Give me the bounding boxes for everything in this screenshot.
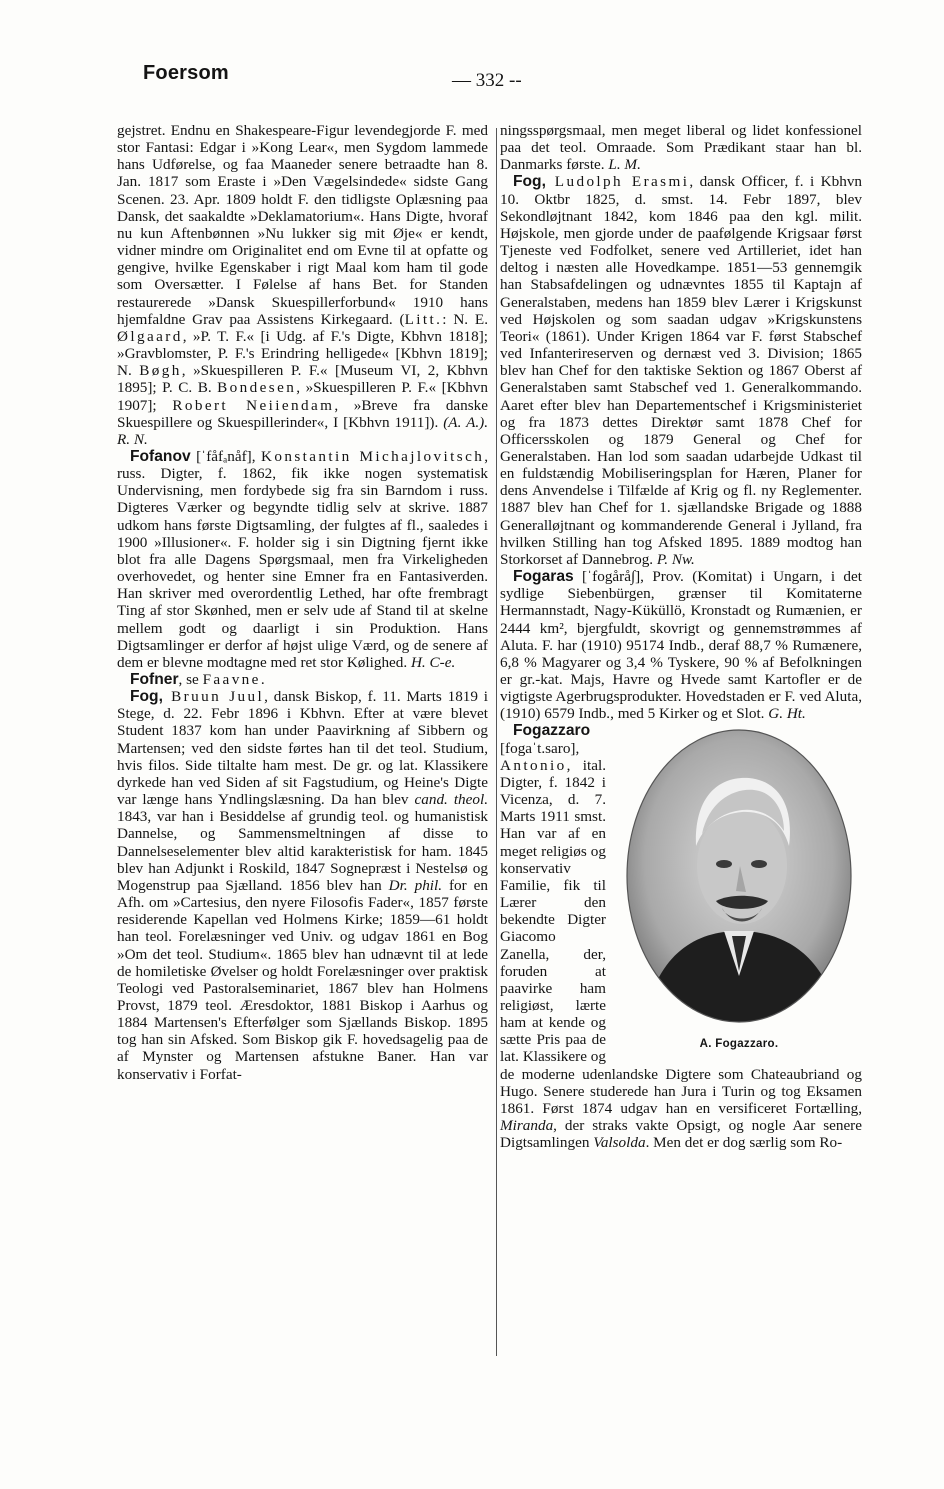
entry-foersom-continued: gejstret. Endnu en Shakespeare-Figur levendegjorde F. med stor Fantasi: Edgar i »Kong Lear«, men Sygdom lammede hans Udførelse, og faa Maaneder senere betraadte han 8. Jan. 1817 som Eraste i »Den Vægelsindede« sidste Gang Scenen. 23. Apr. 1809 holdt F. den tidligste Oplæsning paa Dansk, det saakaldte »Deklamatorium«. Hans Digte, hvoraf nu kun Aftenbønnen »Nu lukker sig mit Øje« er kendt, vidner mindre om Originalitet end om Evne til at opfatte og gengive, hvilke Egenskaber i rigt Maal kom ham til gode som Oversætter. I Følelse af hans Bet. for Standen restaurerede »Dansk Skuespillerforbund« 1910 hans hjemfaldne Grav paa Assistens Kirkegaard. (Litt.: N. E. Ølgaard, »P. T. F.« [i Udg. af F.'s Digte, Kbhvn 1818]; »Gravblomster, P. F.'s Erindring helligede« [Kbhvn 1819]; N. Bøgh, »Skuespilleren P. F.« [Museum VI, 2, Kbhvn 1895]; P. C. B. Bondesen, »Skuespilleren P. F.« [Kbhvn 1907]; Robert Neiiendam, »Breve fra danske Skuespillere og Skuespillerinder«, I [Kbhvn 1911]). (A. A.). R. N. — [117, 122, 488, 448]
headword: Fogazzaro — [513, 722, 591, 740]
headword: Fog, — [130, 688, 163, 706]
figure-caption: A. Fogazzaro. — [699, 1038, 779, 1051]
entry-fog-ludolph-erasmi: Fog, Ludolph Erasmi, dansk Officer, f. i Kbhvn 10. Oktbr 1825, d. smst. 14. Febr 1897, blev Sekondløjtnant 1842, kom 1846 paa den kgl. milit. Højskole, men gjorde under de paafølgende Krigsaar først Tjeneste ved Fodfolket, senere ved Artilleriet, idet han deltog i næsten alle Hovedkampe. 1851—53 gennemgik han Stabsafdelingen og udnævntes 1855 til Kaptajn af Generalstaben, medens han 1859 blev Lærer i Krigskunst ved Højskolen og som saadan udgav »Krigskunstens Teori« (1861). Under Krigen 1864 var F. først Stabschef ved Infanterireserven og dernæst ved 3. Division; 1865 blev han Chef for den taktiske Sektion og 1867 Oberst af Generalstaben samt Stabschef ved 1. Generalkommando. Aaret efter blev han Departementschef i Krigsministeriet og fra 1873 dettes Direktør samt 1878 Chef for Officersskolen og 1879 General og Chef for Generalstaben. Han lod som saadan udarbejde Udkast til en fuldstændig Mobiliseringsplan for Hæren, Planer for dens Anvendelse i Tilfælde af Krig og fl. ny Reglementer. 1887 blev han Chef for 1. sjællandske Brigade og 1888 Generalløjtnant og kommanderende General i Jylland, fra hvilken Stilling han tog Afsked 1895. 1889 modtog han Storkorset af Dannebrog. P. Nw. — [500, 173, 863, 568]
entry-fogaras: Fogaras [ˈfogårå∫], Prov. (Komitat) i Ungarn, i det sydlige Siebenbürgen, grænser til Komitaterne Hermannstadt, Nagy-Küküllö, Kronstadt og Rumænien, er 2444 km², bjergfuldt, skovrigt og gennemstrømmes af Aluta. F. har (1910) 95174 Indb., deraf 88,7 % Rumænere, 6,8 % Magyarer og 3,4 % Tyskere, 90 % af Befolkningen er gr.-kat. Majs, Havre og Hvede samt Kartofler er de vigtigste Agerbrugsprodukter. Hovedstaden er F. ved Aluta, (1910) 6579 Indb., med 5 Kirker og et Slot. G. Ht. — [500, 568, 862, 723]
signature: H. C-e. — [410, 653, 456, 671]
entry-fofner: Fofner, se Faavne. — [130, 671, 265, 688]
page-header — [0, 0, 944, 110]
headword: Fog, — [513, 173, 546, 191]
headword: Fofner — [130, 671, 179, 688]
page-number: — 332 -- — [452, 70, 522, 91]
portrait-photo — [624, 726, 854, 1026]
signature: (A. A.). R. N. — [117, 413, 488, 448]
signature: P. Nw. — [656, 550, 695, 568]
entry-fogazzaro: Fogazzaro [fogaˈt.saro], Antonio, ital. Digter, f. 1842 i Vicenza, d. 7. Marts 1911 smst. Han var af en meget religiøs og konservativ Familie, fik til Lærer den bekendte Digter Giacomo Zanella, der, foruden at paavirke ham religiøst, lærte ham at kende og sætte Pris paa de lat. Klassikere og de moderne udenlandske Digtere som Chateaubriand og Hugo. Senere studerede han Jura i Turin og tog Eksamen 1861. Først 1874 udgav han en versificeret Fortælling, Miranda, der straks vakte Opsigt, og nogle Aar senere Digtsamlingen Valsolda. Men det er dog særlig som Ro- — [500, 722, 862, 1152]
left-column — [117, 122, 488, 1083]
signature: L. M. — [608, 156, 641, 174]
column-rule — [496, 128, 497, 1356]
headword: Fogaras — [513, 568, 574, 586]
entry-fog-bruun-juul: Fog, Bruun Juul, dansk Biskop, f. 11. Marts 1819 i Stege, d. 22. Febr 1896 i Kbhvn. Efter at være blevet Student 1837 kom han under Paavirkning af Sibbern og Martensen; ved den sidste førtes han til det teol. Studium, hvis filos. Side tiltalte ham mest. De gr. og lat. Klassikere dyrkede han ved Siden af sit Fagstudium, og Heine's Digte var længe hans Yndlingslæsning. Da han blev cand. theol. 1843, var han i Besiddelse af grundig teol. og humanistisk Dannelse, og Sammensmeltningen af disse to Dannelseselementer blev altid karakteristisk for ham. 1845 blev han Adjunkt i Roskild, 1847 Sognepræst i Nestelsø og Mogenstrup paa Sjælland. 1856 blev han Dr. phil. for en Afh. om »Cartesius, den nyere Filosofis Fader«, 1857 første residerende Kapellan ved Holmens Kirke; 1859—61 holdt han teol. Forelæsninger ved Univ. og udgav 1861 en Bog »Om det teol. Studium«. 1865 blev han udnævnt til at lede de homiletiske Øvelser og holdt Forelæsninger over praktisk Teologi ved Pastoralseminariet, 1867 blev han Holmens Provst, 1879 teol. Æresdoktor, 1881 Biskop i Aarhus og 1884 Martensen's Efterfølger som Sjællands Biskop. 1895 tog han sin Afsked. Som Biskop gik F. hovedsagelig paa de af Mynster og Martensen afstukne Baner. Han var konservativ i Forfat- — [117, 688, 489, 1083]
entry-fofanov: Fofanov [ˈfåfₐnåf], Konstantin Michajlovitsch, russ. Digter, f. 1862, fik ikke nogen systematisk Undervisning, men fordybede sig fra sin Barndom i russ. Digteres Værker og begyndte tidlig selv at skrive. 1887 udkom hans første Digtsamling, der fulgtes af fl., saaledes i 1900 »Illusioner«. F. holder sig i sin Digtning fjernt ikke blot fra alle Dagens Spørgsmaal, men fra Virkeligheden overhovedet, og henter sine Emner fra en Fantasiverden. Han skriver med overordentlig Lethed, har ofte frembragt Ting af stor Skønhed, men er selv ude af Stand til at skelne mellem godt og daarligt i sin Produktion. Hans Digtsamlinger er derfor af højst ulige Værd, og de senere af dem er blevne modtagne med ret stor Kølighed. H. C-e. — [117, 447, 489, 671]
right-column — [500, 122, 862, 1151]
signature: G. Ht. — [768, 705, 806, 723]
entry-fog-bruun-juul-continued: ningsspørgsmaal, men meget liberal og lidet konfessionel paa det teol. Omraade. Som Prædikant staar han bl. Danmarks første. L. M. — [500, 122, 862, 174]
portrait-figure — [616, 726, 862, 1053]
running-head: Foersom — [143, 62, 229, 84]
headword: Fofanov — [130, 447, 191, 465]
